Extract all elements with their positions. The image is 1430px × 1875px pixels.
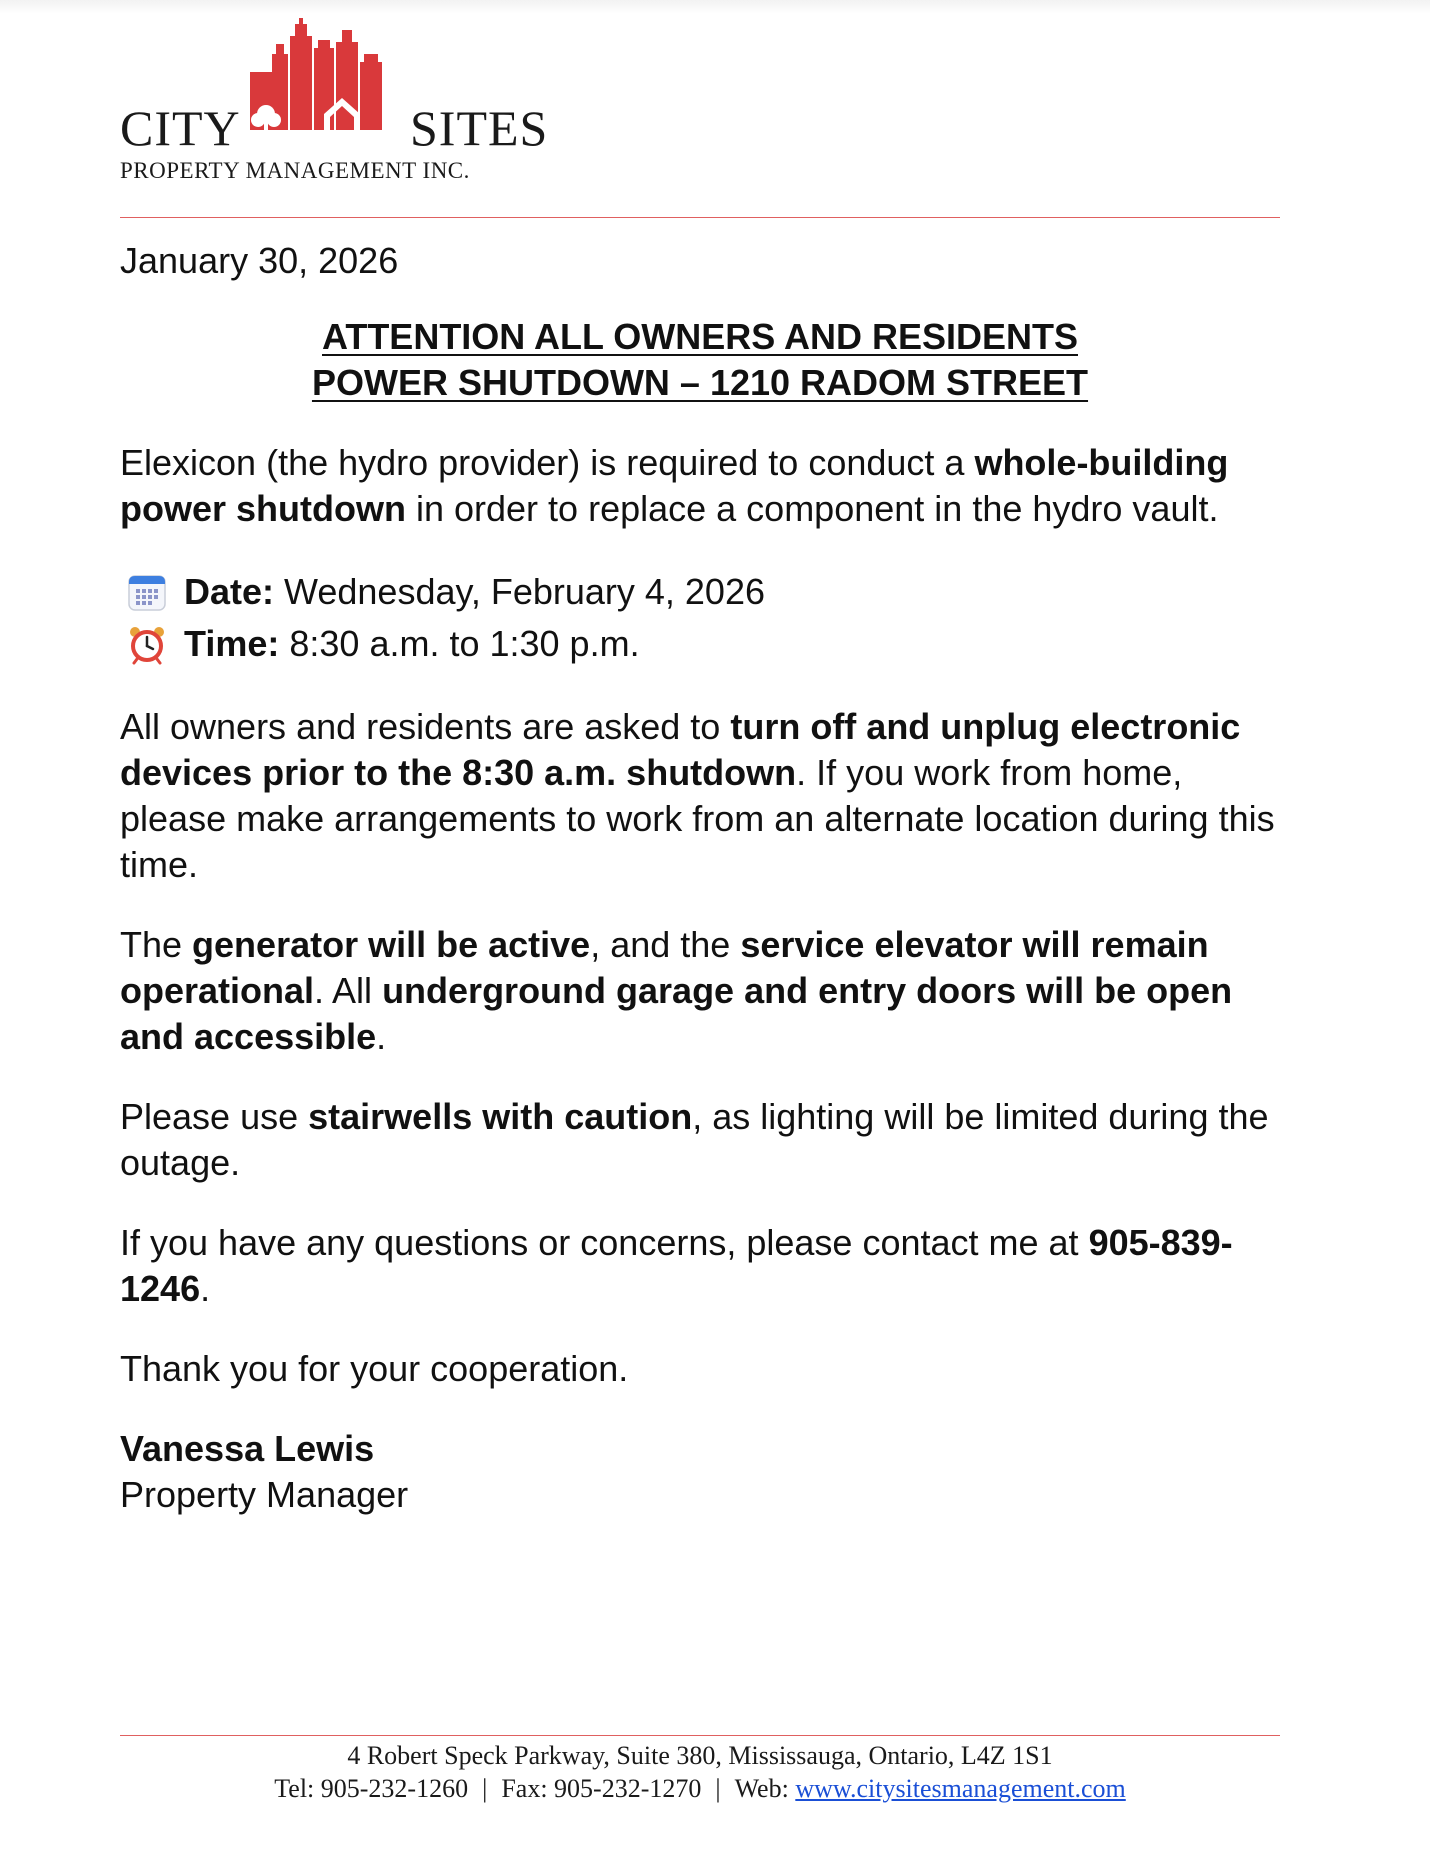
logo-tagline: PROPERTY MANAGEMENT INC.	[120, 158, 470, 183]
stairwells-bold: stairwells with caution	[308, 1096, 693, 1137]
logo-word-sites: SITES	[410, 100, 549, 156]
time-text: 8:30 a.m. to 1:30 p.m.	[279, 623, 640, 664]
stairwells-paragraph	[120, 1094, 1290, 1186]
generator-text-4: .	[376, 1016, 387, 1057]
logo-word-city: CITY	[120, 100, 241, 156]
intro-paragraph	[120, 440, 1290, 532]
footer-separator: |	[482, 1774, 488, 1803]
generator-bold-1: generator will be active	[192, 924, 591, 965]
unplug-bold: turn off and unplug electronic devices prior to the 8:30 a.m. shutdown	[120, 706, 1241, 793]
notice-heading-line2: POWER SHUTDOWN – 1210 RADOM STREET	[311, 362, 1089, 403]
footer-web-label: Web:	[734, 1774, 796, 1803]
time-label: Time:	[184, 623, 280, 664]
thanks-line: Thank you for your cooperation.	[120, 1348, 629, 1389]
shutdown-schedule	[120, 566, 1290, 670]
contact-paragraph	[120, 1220, 1290, 1312]
footer-address: 4 Robert Speck Parkway, Suite 380, Mississauga, Ontario, L4Z 1S1	[347, 1741, 1053, 1770]
letter-body	[120, 238, 1290, 1518]
signature-block	[120, 1426, 1290, 1518]
time-value	[184, 621, 640, 667]
generator-bold-2: service elevator will remain operational	[120, 924, 1209, 1011]
contact-text: If you have any questions or concerns, please contact me at	[120, 1222, 1089, 1263]
stairwells-text-end: , as lighting will be limited during the outage.	[120, 1096, 1269, 1183]
letter-date: January 30, 2026	[120, 240, 399, 281]
generator-bold-3: underground garage and entry doors will be open and accessible	[120, 970, 1233, 1057]
header-divider	[120, 217, 1280, 218]
schedule-time-row	[120, 618, 1290, 670]
footer-contact	[120, 1773, 1280, 1805]
company-logo	[118, 18, 568, 188]
unplug-text: All owners and residents are asked to	[120, 706, 731, 747]
date-label: Date:	[184, 571, 275, 612]
signature-title: Property Manager	[120, 1474, 409, 1515]
footer-separator: |	[715, 1774, 721, 1803]
unplug-text-end: . If you work from home, please make arrangements to work from an alternate location during this time.	[120, 752, 1275, 885]
intro-text-end: in order to replace a component in the hydro vault.	[405, 488, 1219, 529]
date-value	[184, 569, 765, 615]
notice-heading	[120, 314, 1280, 406]
signature-name: Vanessa Lewis	[120, 1428, 375, 1469]
stairwells-text: Please use	[120, 1096, 309, 1137]
contact-phone: 905-839-1246	[120, 1222, 1233, 1309]
schedule-date-row	[120, 566, 1290, 618]
city-skyline-logo-icon	[250, 18, 410, 138]
intro-bold: whole-building power shutdown	[120, 442, 1229, 529]
alarm-clock-icon	[126, 623, 168, 665]
notice-heading-line1: ATTENTION ALL OWNERS AND RESIDENTS	[322, 316, 1078, 357]
footer-divider	[120, 1735, 1280, 1736]
unplug-paragraph	[120, 704, 1290, 888]
generator-text-1: The	[120, 924, 193, 965]
generator-text-3: . All	[314, 970, 383, 1011]
contact-text-end: .	[200, 1268, 211, 1309]
generator-text-2: , and the	[590, 924, 741, 965]
footer-tel: Tel: 905-232-1260	[274, 1774, 469, 1803]
generator-paragraph	[120, 922, 1290, 1060]
date-text: Wednesday, February 4, 2026	[274, 571, 765, 612]
footer-fax: Fax: 905-232-1270	[501, 1774, 702, 1803]
footer-website-link[interactable]: www.citysitesmanagement.com	[795, 1774, 1126, 1803]
intro-text: Elexicon (the hydro provider) is required to conduct a	[120, 442, 975, 483]
calendar-icon	[126, 571, 168, 613]
